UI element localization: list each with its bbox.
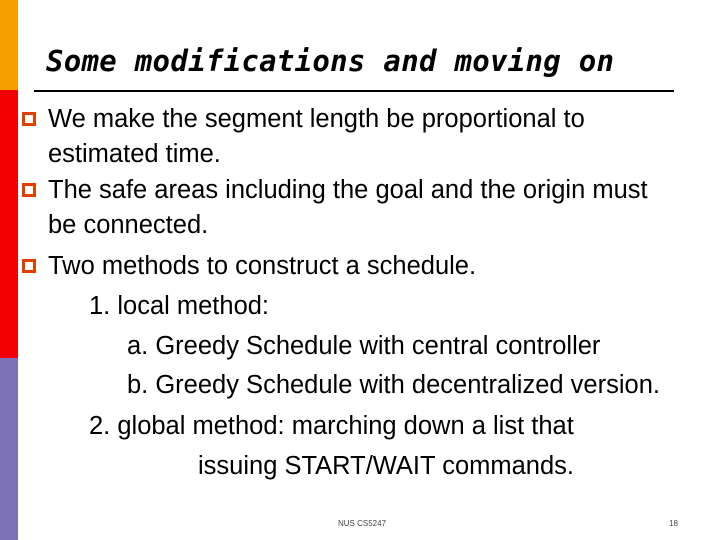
- bullet-3-line-1: Two methods to construct a schedule.: [48, 252, 477, 280]
- side-bar-orange: [0, 0, 18, 90]
- bullet-1-line-2: estimated time.: [48, 140, 221, 168]
- sub-item-greedy-decentralized: b. Greedy Schedule with decentralized version.: [127, 371, 660, 399]
- footer-course: NUS CS5247: [338, 519, 387, 528]
- square-bullet-icon: [21, 258, 37, 274]
- sub-item-greedy-central: a. Greedy Schedule with central controller: [127, 332, 601, 360]
- title-underline: [34, 90, 674, 92]
- footer-page-number: 18: [669, 519, 678, 528]
- bullet-2-line-2: be connected.: [48, 211, 209, 239]
- bullet-1-line-1: We make the segment length be proportional to: [48, 105, 585, 133]
- sub-item-local-method: 1. local method:: [89, 292, 270, 320]
- sub-item-global-continued: issuing START/WAIT commands.: [198, 452, 574, 480]
- side-bar-purple: [0, 358, 18, 540]
- side-bar-red: [0, 90, 18, 358]
- square-bullet-icon: [21, 182, 37, 198]
- sub-item-global-method: 2. global method: marching down a list that: [89, 412, 574, 440]
- square-bullet-icon: [21, 111, 37, 127]
- bullet-2-line-1: The safe areas including the goal and the origin must: [48, 176, 648, 204]
- slide-title: Some modifications and moving on: [46, 44, 615, 78]
